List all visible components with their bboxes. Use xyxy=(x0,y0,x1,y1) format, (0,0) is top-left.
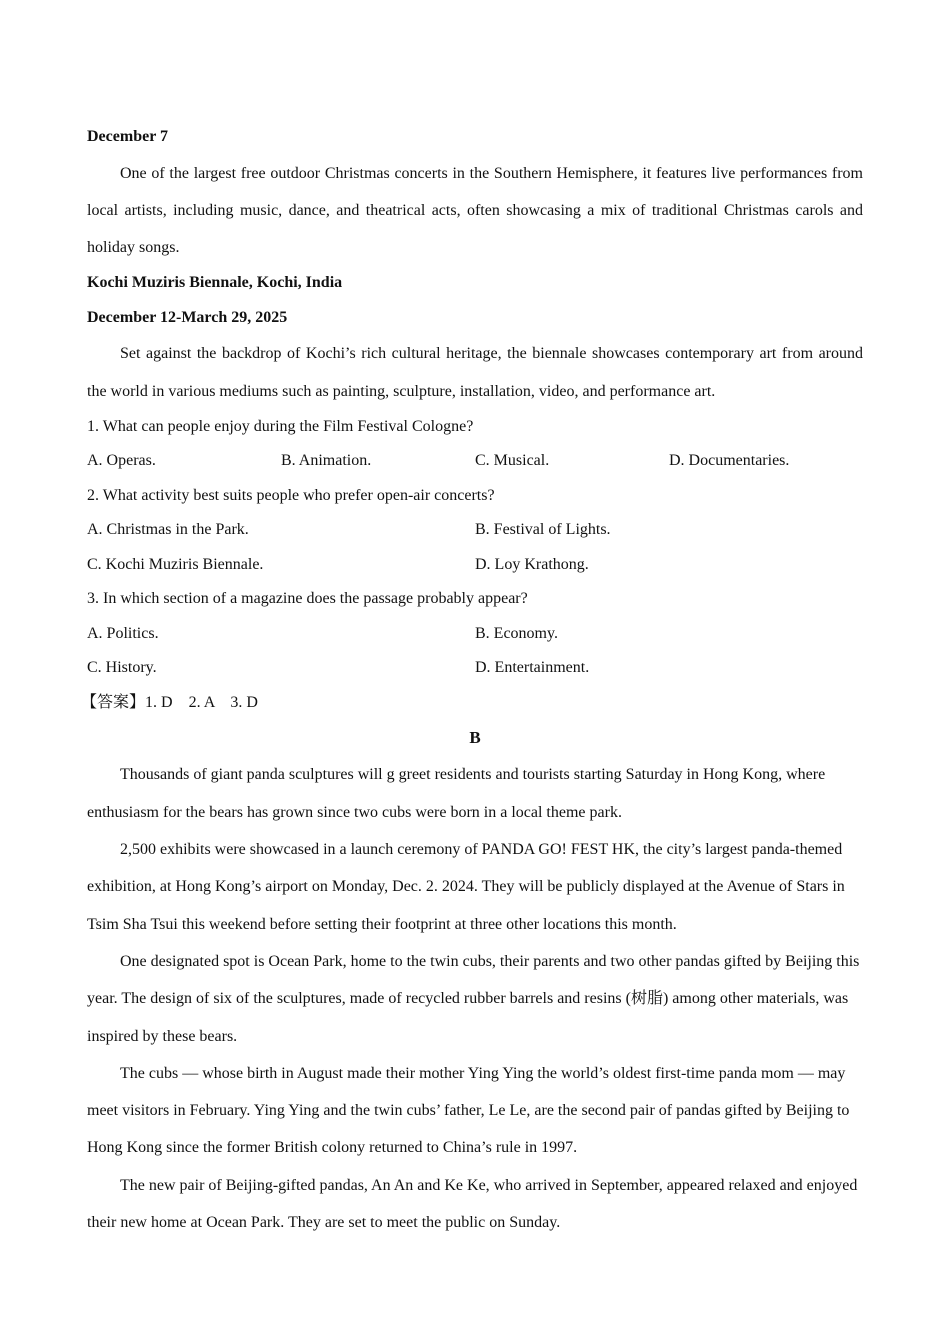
option-c: C. Kochi Muziris Biennale. xyxy=(87,555,264,573)
question-stem: 1. What can people enjoy during the Film Festival Cologne? xyxy=(87,417,474,435)
question-options xyxy=(87,617,863,652)
question-options xyxy=(87,651,863,686)
question-stem: 2. What activity best suits people who prefer open-air concerts? xyxy=(87,486,495,504)
event-description: One of the largest free outdoor Christmas concerts in the Southern Hemisphere, it features live performances from local artists, including music, dance, and theatrical acts, often showcasing a mix of traditional Christmas carols and holiday songs. xyxy=(87,164,863,257)
answer-label: 【答案】 xyxy=(81,693,146,711)
passage-paragraph: The new pair of Beijing-gifted pandas, An An and Ke Ke, who arrived in September, appeared relaxed and enjoyed their new home at Ocean Park. They are set to meet the public on Sunday. xyxy=(87,1176,858,1232)
option-d: D. Documentaries. xyxy=(669,452,790,470)
question-options xyxy=(87,548,863,583)
document-page xyxy=(81,120,863,1241)
passage-paragraph: Thousands of giant panda sculptures will g greet residents and tourists starting Saturday in Hong Kong, where enthusiasm for the bears has grown since two cubs were born in a local theme park. xyxy=(87,766,826,821)
event-date-heading: December 7 xyxy=(87,128,168,145)
option-c: C. History. xyxy=(87,659,157,677)
event-description: Set against the backdrop of Kochi’s rich cultural heritage, the biennale showcases contemporary art from around the world in various mediums such as painting, sculpture, installation, video, and performance art. xyxy=(87,345,863,400)
answer-values: 1. D 2. A 3. D xyxy=(145,693,258,711)
answer-key xyxy=(81,686,863,721)
passage-paragraph: The cubs — whose birth in August made their mother Ying Ying the world’s oldest first-time panda mom — may meet visitors in February. Ying Ying and the twin cubs’ father, Le Le, are the second pair of pandas gifted by Beijing to Hong Kong since the former British colony returned to China’s rule in 1997. xyxy=(87,1064,850,1157)
question-options xyxy=(87,444,863,479)
option-a: A. Christmas in the Park. xyxy=(87,521,249,539)
question-options xyxy=(87,513,863,548)
option-a: A. Operas. xyxy=(87,452,156,470)
event-title-heading: Kochi Muziris Biennale, Kochi, India xyxy=(87,274,343,292)
event-date-heading: December 12-March 29, 2025 xyxy=(87,308,288,326)
option-d: D. Entertainment. xyxy=(475,659,590,677)
question-stem: 3. In which section of a magazine does the passage probably appear? xyxy=(87,590,528,608)
section-heading: B xyxy=(469,728,481,748)
option-c: C. Musical. xyxy=(475,452,550,470)
option-d: D. Loy Krathong. xyxy=(475,555,589,573)
passage-paragraph: 2,500 exhibits were showcased in a launch ceremony of PANDA GO! FEST HK, the city’s largest panda-themed exhibition, at Hong Kong’s airport on Monday, Dec. 2. 2024. They will be publicly displayed at the Avenue of Stars in Tsim Sha Tsui this weekend before setting their footprint at three other locations this month. xyxy=(87,841,845,933)
passage-paragraph: One designated spot is Ocean Park, home to the twin cubs, their parents and two other pandas gifted by Beijing this year. The design of six of the sculptures, made of recycled rubber barrels and resins (树脂) among other materials, was inspired by these bears. xyxy=(87,952,860,1045)
option-b: B. Economy. xyxy=(475,624,558,642)
option-b: B. Animation. xyxy=(281,452,372,470)
option-b: B. Festival of Lights. xyxy=(475,521,611,539)
option-a: A. Politics. xyxy=(87,624,159,642)
